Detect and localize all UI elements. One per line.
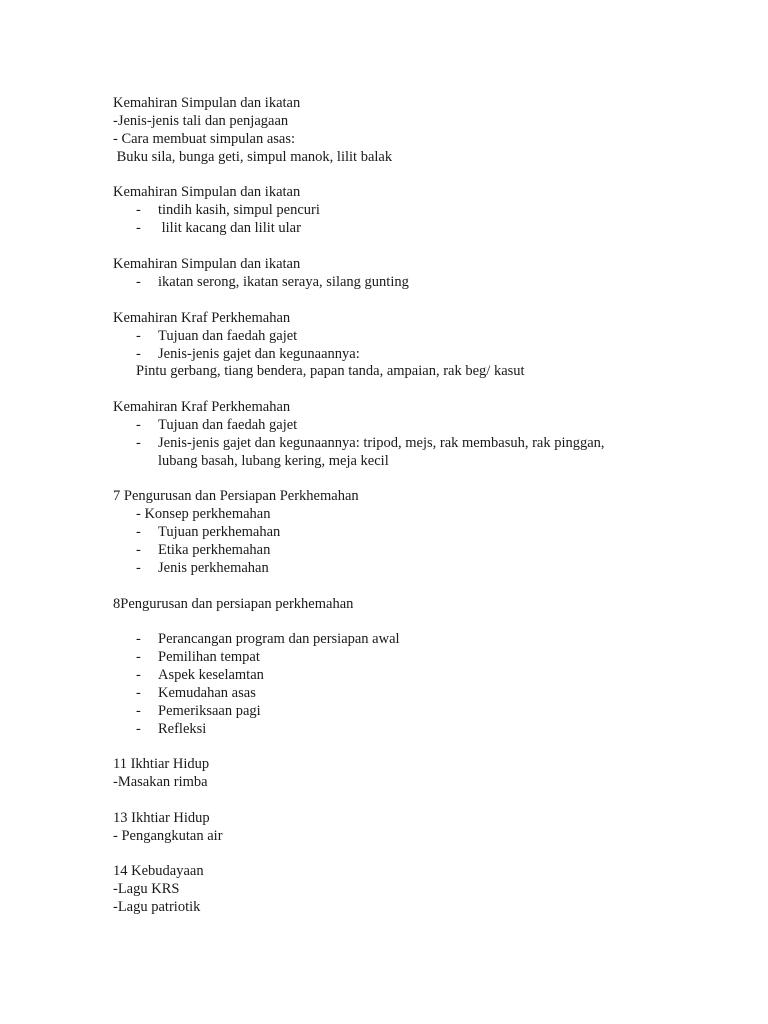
bullet-dash: -: [136, 220, 141, 236]
bullet-dash: -: [136, 524, 141, 540]
section-heading: 11 Ikhtiar Hidup: [113, 756, 210, 772]
list-item: -Lagu patriotik: [113, 899, 201, 915]
list-item: Tujuan perkhemahan: [158, 524, 281, 540]
section-heading: Kemahiran Simpulan dan ikatan: [113, 256, 301, 272]
list-item: -Masakan rimba: [113, 774, 208, 790]
list-item: Jenis-jenis gajet dan kegunaannya: tripod, mejs, rak membasuh, rak pinggan,: [158, 435, 605, 451]
section-heading: 8Pengurusan dan persiapan perkhemahan: [113, 596, 354, 612]
section-heading: 14 Kebudayaan: [113, 863, 204, 879]
list-item: Pemilihan tempat: [158, 649, 260, 665]
list-item: Jenis-jenis gajet dan kegunaannya:: [158, 346, 360, 362]
bullet-dash: -: [136, 435, 141, 451]
list-item: Kemudahan asas: [158, 685, 256, 701]
section-heading: Kemahiran Simpulan dan ikatan: [113, 184, 301, 200]
section-heading: 7 Pengurusan dan Persiapan Perkhemahan: [113, 488, 359, 504]
bullet-dash: -: [136, 202, 141, 218]
list-item: ikatan serong, ikatan seraya, silang gunting: [158, 274, 409, 290]
list-item: Buku sila, bunga geti, simpul manok, lilit balak: [113, 149, 393, 165]
list-item: Tujuan dan faedah gajet: [158, 328, 298, 344]
list-item: tindih kasih, simpul pencuri: [158, 202, 320, 218]
section-heading: Kemahiran Kraf Perkhemahan: [113, 399, 291, 415]
list-item: Aspek keselamtan: [158, 667, 264, 683]
bullet-dash: -: [136, 721, 141, 737]
list-item: -Jenis-jenis tali dan penjagaan: [113, 113, 289, 129]
bullet-dash: -: [136, 274, 141, 290]
list-item: Etika perkhemahan: [158, 542, 271, 558]
bullet-dash: -: [136, 685, 141, 701]
bullet-dash: -: [136, 346, 141, 362]
list-item: Pemeriksaan pagi: [158, 703, 261, 719]
list-item: Perancangan program dan persiapan awal: [158, 631, 400, 647]
bullet-dash: -: [136, 703, 141, 719]
list-item: Tujuan dan faedah gajet: [158, 417, 298, 433]
list-item-continuation: lubang basah, lubang kering, meja kecil: [158, 453, 389, 469]
bullet-dash: -: [136, 560, 141, 576]
list-item: Refleksi: [158, 721, 207, 737]
bullet-dash: -: [136, 328, 141, 344]
bullet-dash: -: [136, 649, 141, 665]
list-item: - Pengangkutan air: [113, 828, 223, 844]
section-heading: Kemahiran Kraf Perkhemahan: [113, 310, 291, 326]
bullet-dash: -: [136, 542, 141, 558]
section-heading: Kemahiran Simpulan dan ikatan: [113, 95, 301, 111]
bullet-dash: -: [136, 667, 141, 683]
list-item: lilit kacang dan lilit ular: [158, 220, 301, 236]
list-item: -Lagu KRS: [113, 881, 180, 897]
list-item: - Cara membuat simpulan asas:: [113, 131, 296, 147]
list-item: Pintu gerbang, tiang bendera, papan tanda, ampaian, rak beg/ kasut: [136, 363, 525, 379]
bullet-dash: -: [136, 631, 141, 647]
bullet-dash: -: [136, 417, 141, 433]
list-item: Jenis perkhemahan: [158, 560, 269, 576]
list-item: - Konsep perkhemahan: [136, 506, 271, 522]
section-heading: 13 Ikhtiar Hidup: [113, 810, 210, 826]
